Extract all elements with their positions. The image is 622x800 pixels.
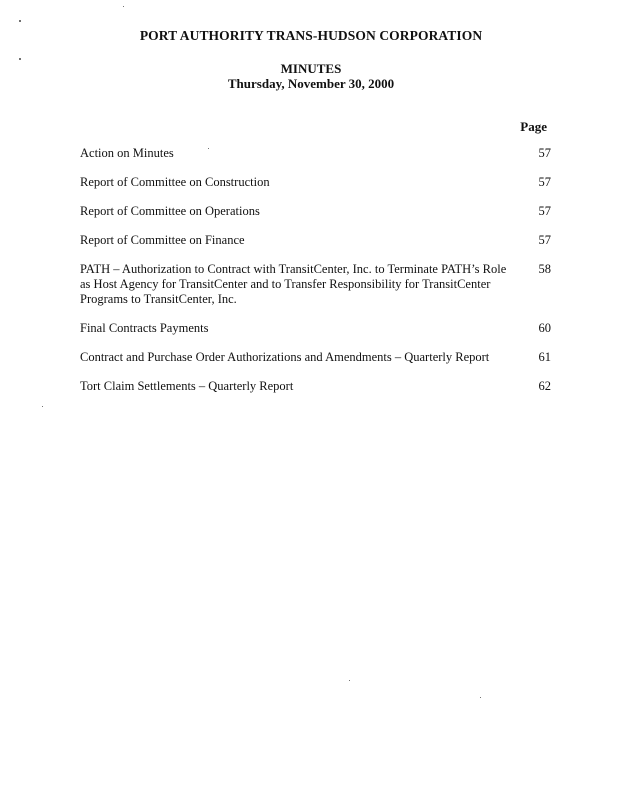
toc-item-page: 60 — [538, 321, 551, 335]
document-subtitle: MINUTES — [280, 61, 342, 76]
scan-speck — [123, 6, 124, 7]
toc-item-label: Contract and Purchase Order Authorizations and Amendments – Quarterly Report — [80, 350, 490, 364]
toc-item-page: 57 — [538, 204, 551, 218]
toc-item — [80, 146, 551, 161]
toc-item — [80, 204, 551, 219]
table-of-contents — [80, 146, 551, 408]
toc-item-page: 57 — [538, 146, 551, 160]
toc-item-page: 58 — [538, 262, 551, 276]
scan-speck — [42, 406, 43, 407]
page-column-header: Page — [520, 119, 547, 134]
toc-item-label: Report of Committee on Construction — [80, 175, 270, 189]
toc-item-label: PATH – Authorization to Contract with TransitCenter, Inc. to Terminate PATH’s Role as Host Agency for TransitCenter and to Transfer Responsibility for TransitCenter Programs to TransitCenter, Inc. — [80, 262, 507, 306]
toc-item — [80, 379, 551, 394]
toc-item — [80, 321, 551, 336]
toc-item-page: 57 — [538, 233, 551, 247]
toc-item — [80, 350, 551, 365]
toc-item-page: 57 — [538, 175, 551, 189]
meeting-date: Thursday, November 30, 2000 — [227, 76, 395, 91]
scan-speck — [480, 697, 481, 698]
toc-item — [80, 233, 551, 248]
toc-item-page: 61 — [538, 350, 551, 364]
scan-speck — [19, 58, 21, 60]
scan-speck — [19, 20, 21, 22]
toc-item-page: 62 — [538, 379, 551, 393]
toc-item — [80, 262, 551, 307]
toc-item-label: Action on Minutes — [80, 146, 174, 160]
toc-item — [80, 175, 551, 190]
toc-item-label: Final Contracts Payments — [80, 321, 209, 335]
toc-item-label: Report of Committee on Operations — [80, 204, 260, 218]
scan-speck — [349, 680, 350, 681]
document-title: PORT AUTHORITY TRANS-HUDSON CORPORATION — [139, 28, 483, 43]
toc-item-label: Report of Committee on Finance — [80, 233, 245, 247]
toc-item-label: Tort Claim Settlements – Quarterly Report — [80, 379, 294, 393]
